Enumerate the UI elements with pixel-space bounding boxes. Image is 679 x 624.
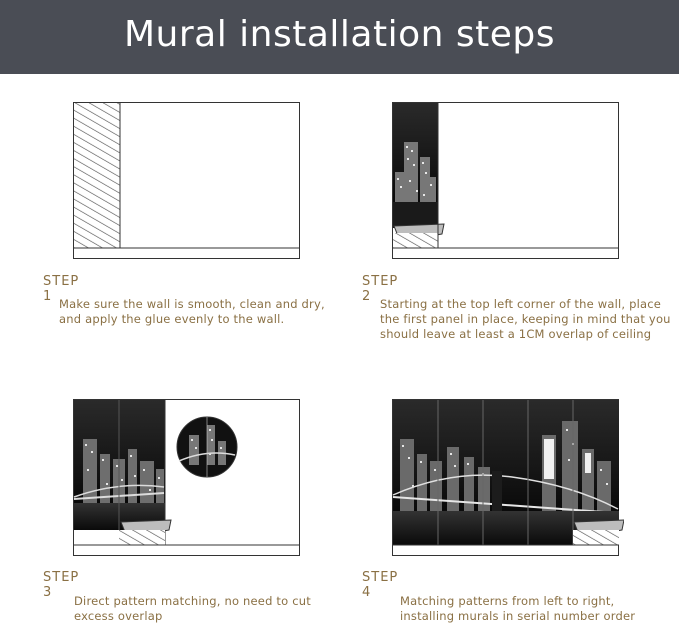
first-panel-hung-icon (392, 102, 620, 260)
step-label: STEP 4 (362, 570, 399, 600)
step-description: Make sure the wall is smooth, clean and dry, and apply the glue evenly to the wall. (59, 297, 325, 326)
pattern-match-magnifier-icon (73, 399, 301, 557)
step-label: STEP 3 (43, 570, 80, 600)
full-mural-installed-icon (392, 399, 624, 557)
step-description: Direct pattern matching, no need to cut excess overlap (74, 594, 311, 623)
step-label: STEP 2 (362, 274, 399, 304)
hatched-wall-with-glue-icon (73, 102, 301, 260)
step-label: STEP 1 (43, 274, 80, 304)
step-description: Matching patterns from left to right, installing murals in serial number order (400, 594, 636, 623)
step-description: Starting at the top left corner of the wall, place the first panel in place, keeping in mind that you should leave at least a 1CM overlap of ceiling (380, 297, 671, 341)
header-banner (0, 0, 679, 74)
page-title: Mural installation steps (123, 13, 556, 55)
